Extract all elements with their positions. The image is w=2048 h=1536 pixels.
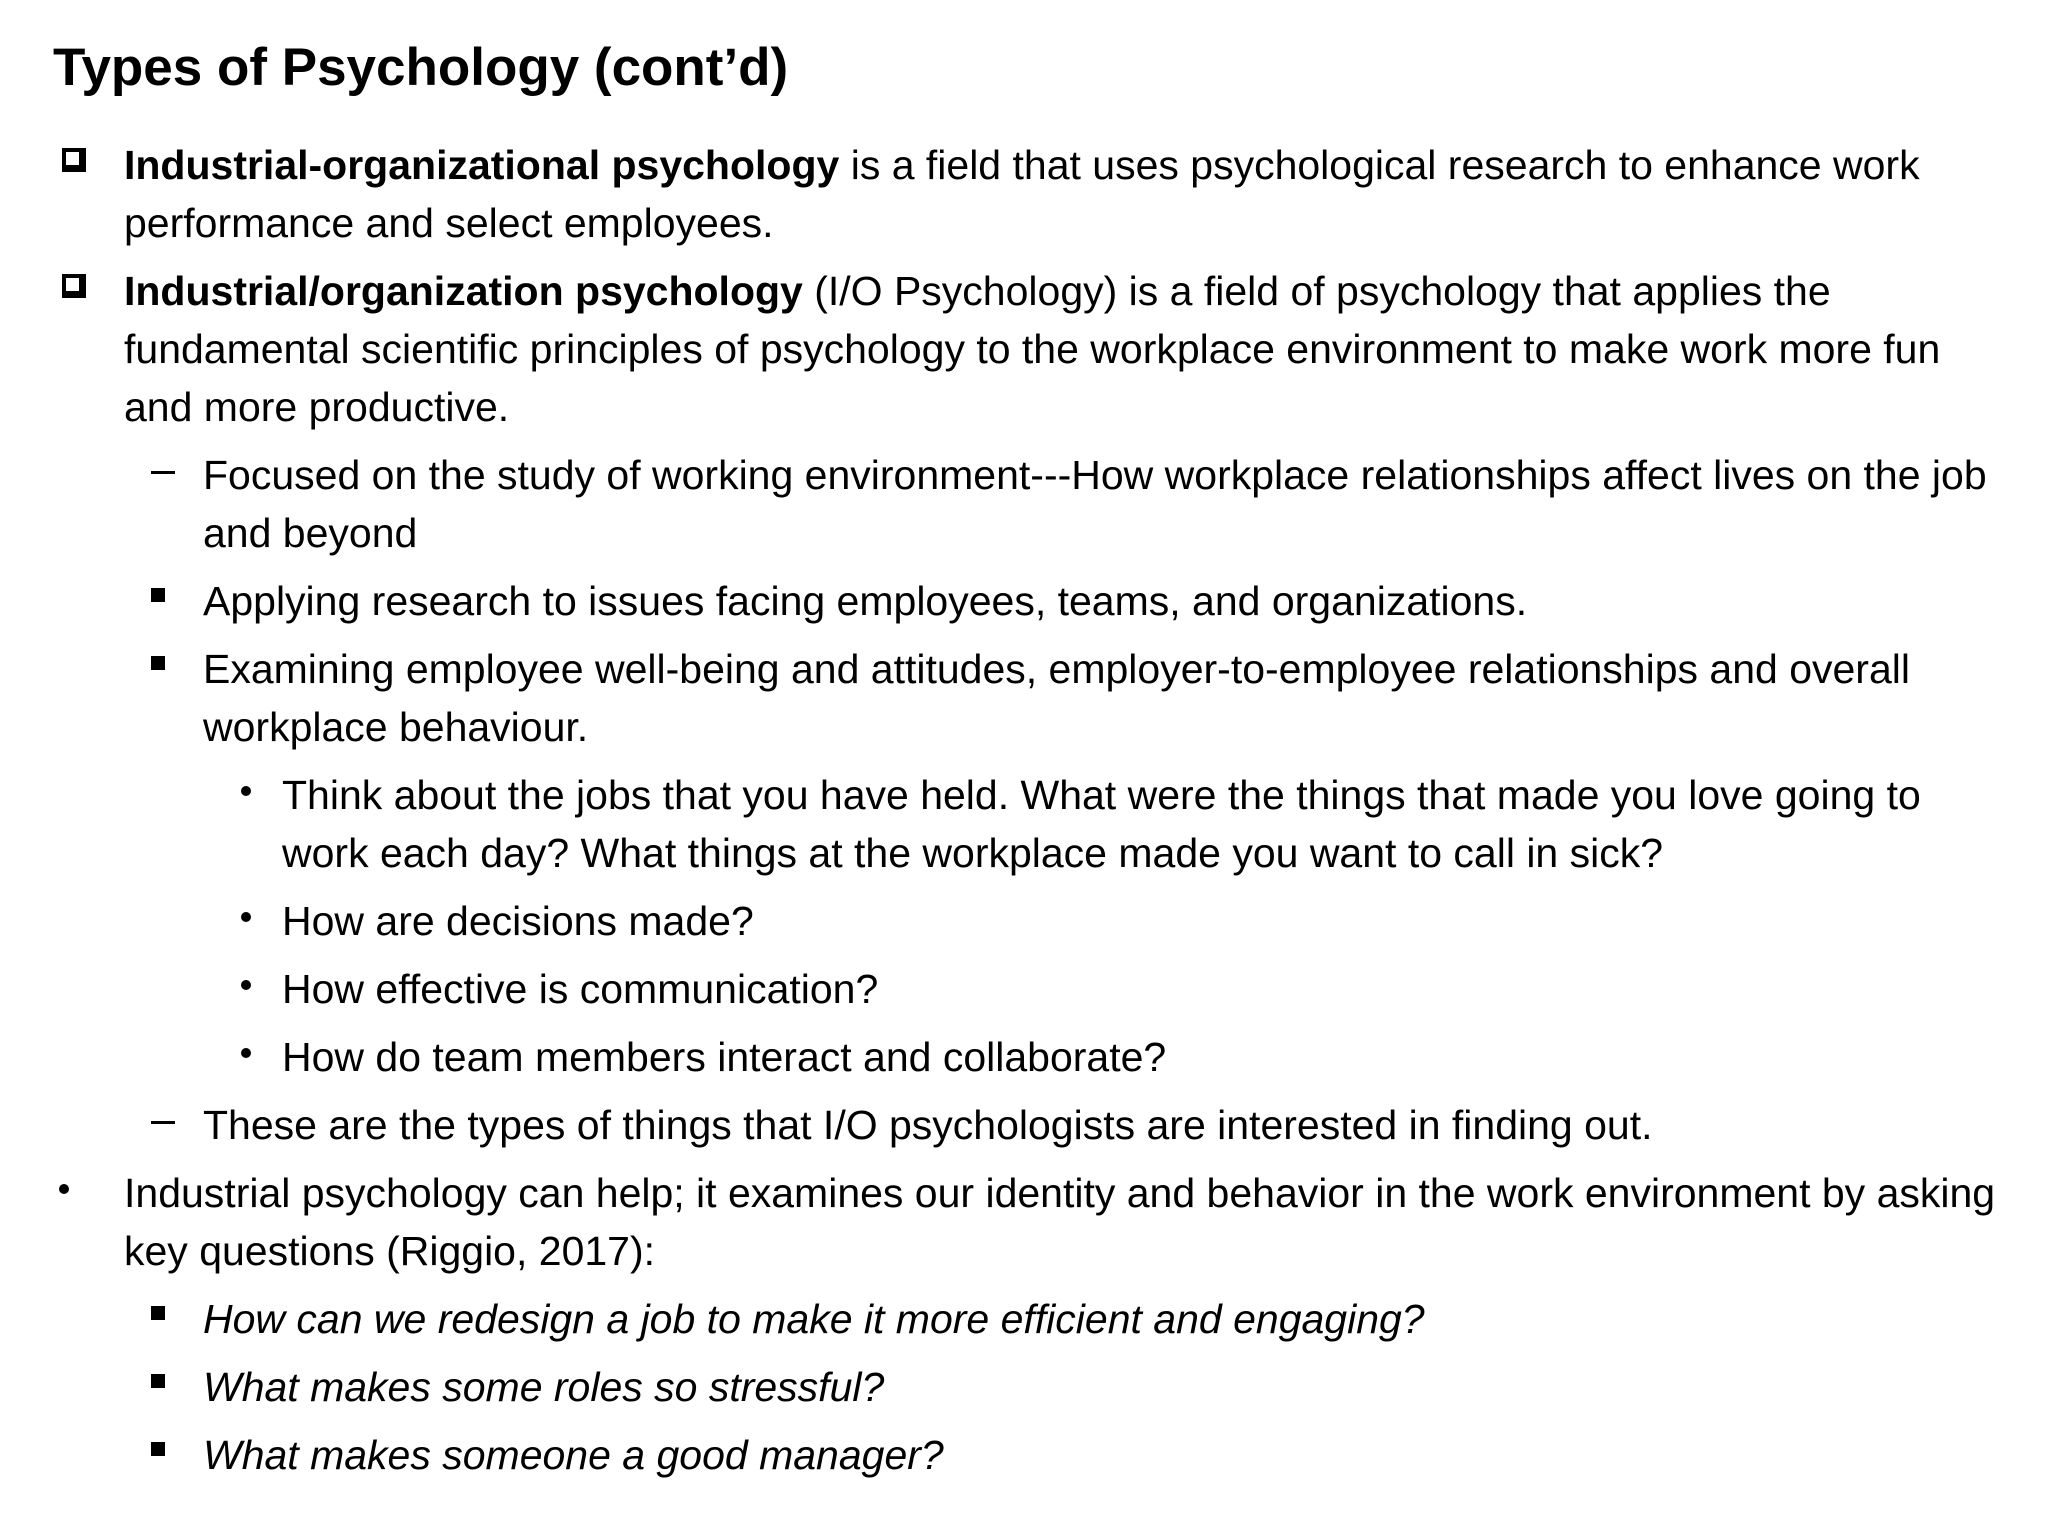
dash-bullet-icon	[148, 1096, 178, 1154]
square-bullet-icon	[148, 572, 168, 630]
list-item-text: Examining employee well-being and attitudes, employer-to-employee relationships and overall workplace behaviour.	[203, 646, 1910, 750]
definition-text: is a field that uses psychological research to enhance work performance and select employees.	[124, 142, 1920, 246]
list-item	[0, 1028, 2048, 1086]
list-item	[0, 136, 2048, 252]
list-item-text	[124, 136, 2008, 252]
list-item-text: These are the types of things that I/O psychologists are interested in finding out.	[203, 1102, 1653, 1148]
slide-content	[0, 136, 2048, 1494]
list-item	[0, 1164, 2048, 1280]
slide-title: Types of Psychology (cont’d)	[53, 38, 789, 97]
square-bullet-icon	[148, 1290, 168, 1348]
list-item	[0, 892, 2048, 950]
list-item-text: How effective is communication?	[282, 966, 879, 1012]
list-item	[0, 960, 2048, 1018]
list-item	[0, 262, 2048, 436]
checkbox-bullet-icon	[56, 136, 92, 194]
dot-bullet-icon	[236, 766, 256, 824]
list-item-text: How are decisions made?	[282, 898, 754, 944]
list-item	[0, 1096, 2048, 1154]
list-item	[0, 446, 2048, 562]
list-item	[0, 1426, 2048, 1484]
list-item-text: What makes someone a good manager?	[203, 1432, 944, 1478]
term-bold: Industrial-organizational psychology	[124, 142, 840, 188]
list-item-text: Think about the jobs that you have held. What were the things that made you love going to work each day? What things at the workplace made you want to call in sick?	[282, 772, 1921, 876]
dot-bullet-icon	[54, 1164, 74, 1222]
definition-text: (I/O Psychology) is a field of psychology that applies the fundamental scientific principles of psychology to the workplace environment to make work more fun and more productive.	[124, 268, 1941, 430]
list-item	[0, 572, 2048, 630]
list-item	[0, 1358, 2048, 1416]
square-bullet-icon	[148, 1358, 168, 1416]
list-item	[0, 1290, 2048, 1348]
list-item	[0, 640, 2048, 756]
list-item-text: How do team members interact and collaborate?	[282, 1034, 1167, 1080]
list-item-text: Applying research to issues facing employees, teams, and organizations.	[203, 578, 1528, 624]
dash-bullet-icon	[148, 446, 178, 504]
square-bullet-icon	[148, 640, 168, 698]
list-item-text	[124, 262, 2008, 436]
checkbox-bullet-icon	[56, 262, 92, 320]
dot-bullet-icon	[236, 960, 256, 1018]
dot-bullet-icon	[236, 892, 256, 950]
term-bold: Industrial/organization psychology	[124, 268, 803, 314]
list-item	[0, 766, 2048, 882]
list-item-text: Industrial psychology can help; it examines our identity and behavior in the work environment by asking key questions (Riggio, 2017):	[124, 1170, 1996, 1274]
square-bullet-icon	[148, 1426, 168, 1484]
list-item-text: Focused on the study of working environment---How workplace relationships affect lives on the job and beyond	[203, 452, 1987, 556]
dot-bullet-icon	[236, 1028, 256, 1086]
list-item-text: How can we redesign a job to make it more efficient and engaging?	[203, 1296, 1425, 1342]
list-item-text: What makes some roles so stressful?	[203, 1364, 885, 1410]
